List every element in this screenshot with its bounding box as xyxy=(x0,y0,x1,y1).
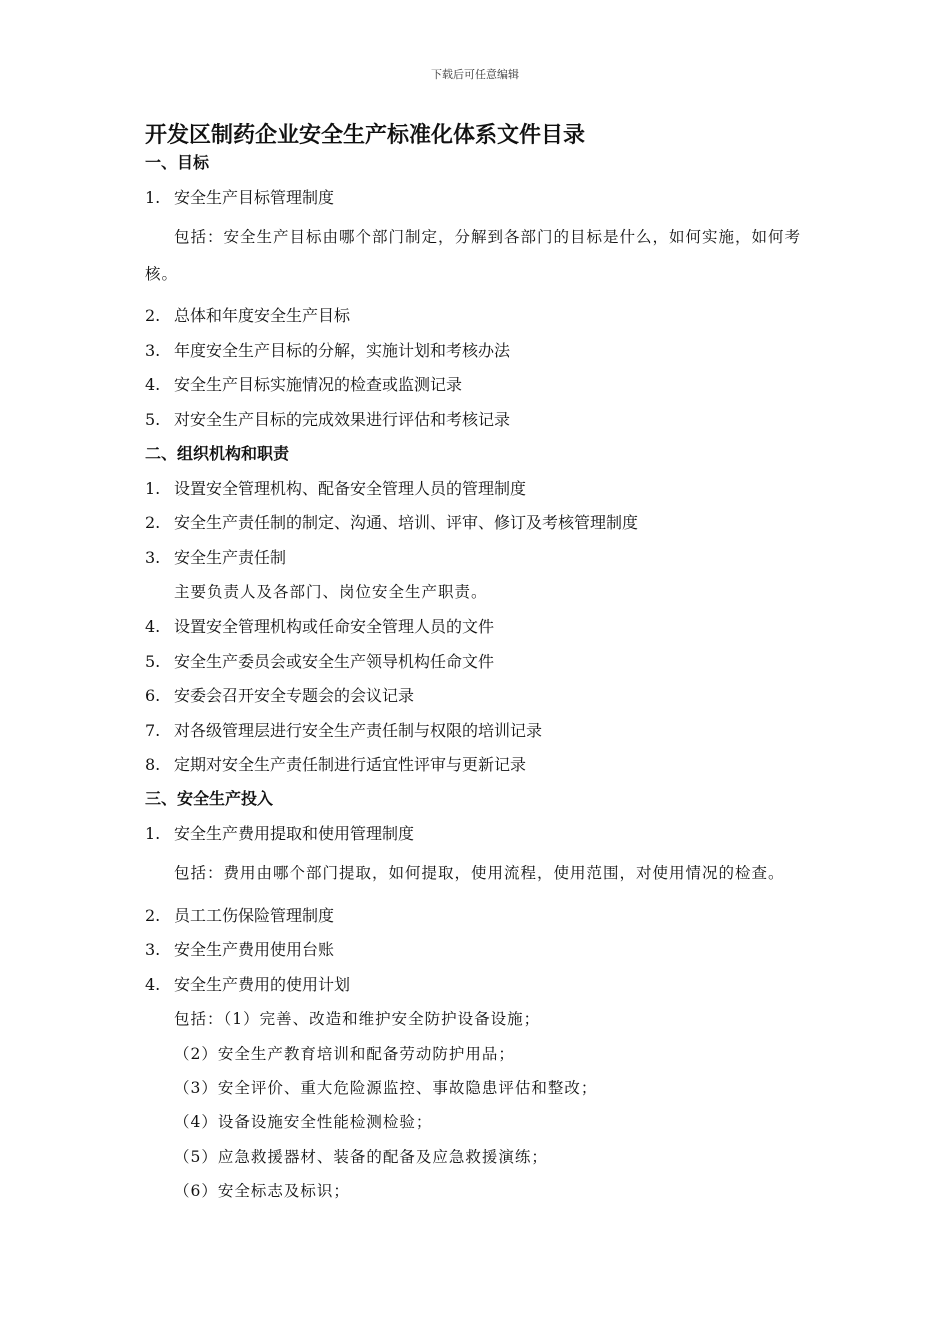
list-item xyxy=(145,651,810,673)
section-safety-investment xyxy=(145,788,810,1202)
section-organization xyxy=(145,443,810,776)
list-item xyxy=(145,616,810,638)
item-number: 2. xyxy=(145,306,161,326)
sub-item: （3）安全评价、重大危险源监控、事故隐患评估和整改； xyxy=(174,1079,598,1098)
section-heading: 一、目标 xyxy=(145,153,210,172)
item-number: 8. xyxy=(145,755,161,775)
item-number: 6. xyxy=(145,686,161,706)
item-text: 年度安全生产目标的分解，实施计划和考核办法 xyxy=(174,340,511,360)
list-item xyxy=(145,720,810,742)
sub-item: （5）应急救援器材、装备的配备及应急救援演练； xyxy=(174,1147,548,1166)
item-text: 安全生产目标实施情况的检查或监测记录 xyxy=(174,375,463,395)
item-number: 5. xyxy=(145,409,161,429)
item-number: 3. xyxy=(145,940,161,960)
item-number: 1. xyxy=(145,187,161,207)
list-item xyxy=(145,905,810,927)
item-text: 对各级管理层进行安全生产责任制与权限的培训记录 xyxy=(174,720,543,740)
item-number: 3. xyxy=(145,547,161,567)
item-number: 5. xyxy=(145,651,161,671)
item-number: 2. xyxy=(145,905,161,925)
list-item xyxy=(145,547,810,569)
item-text: 安委会召开安全专题会的会议记录 xyxy=(174,686,415,706)
list-item xyxy=(145,305,810,327)
sub-item: （6）安全标志及标识； xyxy=(174,1182,350,1201)
list-item xyxy=(145,939,810,961)
document-body xyxy=(145,120,810,1202)
item-text: 定期对安全生产责任制进行适宜性评审与更新记录 xyxy=(174,755,527,775)
item-number: 1. xyxy=(145,823,161,843)
document-title: 开发区制药企业安全生产标准化体系文件目录 xyxy=(145,123,586,148)
item-number: 2. xyxy=(145,513,161,533)
item-text: 安全生产费用使用台账 xyxy=(174,940,335,960)
list-item xyxy=(145,685,810,707)
section-goals xyxy=(145,152,810,431)
list-item xyxy=(145,823,810,845)
item-text: 安全生产责任制 xyxy=(174,547,287,567)
list-item xyxy=(145,512,810,534)
section-heading: 二、组织机构和职责 xyxy=(145,443,290,463)
item-text: 安全生产目标管理制度 xyxy=(174,187,335,207)
list-item xyxy=(145,974,810,996)
item-number: 4. xyxy=(145,616,161,636)
item-text: 安全生产委员会或安全生产领导机构任命文件 xyxy=(174,651,495,671)
item-number: 1. xyxy=(145,478,161,498)
section-heading: 三、安全生产投入 xyxy=(145,789,274,809)
item-text: 员工工伤保险管理制度 xyxy=(174,905,335,925)
item-note: 包括：（1）完善、改造和维护安全防护设备设施； xyxy=(174,1010,541,1029)
item-note: 主要负责人及各部门、岗位安全生产职责。 xyxy=(174,583,488,602)
list-item xyxy=(145,340,810,362)
item-text: 对安全生产目标的完成效果进行评估和考核记录 xyxy=(174,409,511,429)
list-item xyxy=(145,187,810,209)
sub-item: （2）安全生产教育培训和配备劳动防护用品； xyxy=(174,1044,515,1063)
item-number: 7. xyxy=(145,720,161,740)
list-item xyxy=(145,409,810,431)
item-note: 包括：安全生产目标由哪个部门制定，分解到各部门的目标是什么，如何实施，如何考核。 xyxy=(145,227,802,283)
item-number: 4. xyxy=(145,375,161,395)
sub-item: （4）设备设施安全性能检测检验； xyxy=(174,1113,433,1132)
list-item xyxy=(145,478,810,500)
item-text: 设置安全管理机构或任命安全管理人员的文件 xyxy=(174,616,495,636)
list-item xyxy=(145,374,810,396)
item-text: 设置安全管理机构、配备安全管理人员的管理制度 xyxy=(174,478,527,498)
item-number: 3. xyxy=(145,340,161,360)
header-note: 下载后可任意编辑 xyxy=(431,68,519,81)
item-number: 4. xyxy=(145,974,161,994)
item-note: 包括：费用由哪个部门提取，如何提取，使用流程，使用范围，对使用情况的检查。 xyxy=(174,863,785,882)
item-text: 安全生产费用的使用计划 xyxy=(174,974,351,994)
item-text: 安全生产费用提取和使用管理制度 xyxy=(174,823,415,843)
list-item xyxy=(145,754,810,776)
item-text: 总体和年度安全生产目标 xyxy=(174,306,351,326)
item-text: 安全生产责任制的制定、沟通、培训、评审、修订及考核管理制度 xyxy=(174,513,639,533)
